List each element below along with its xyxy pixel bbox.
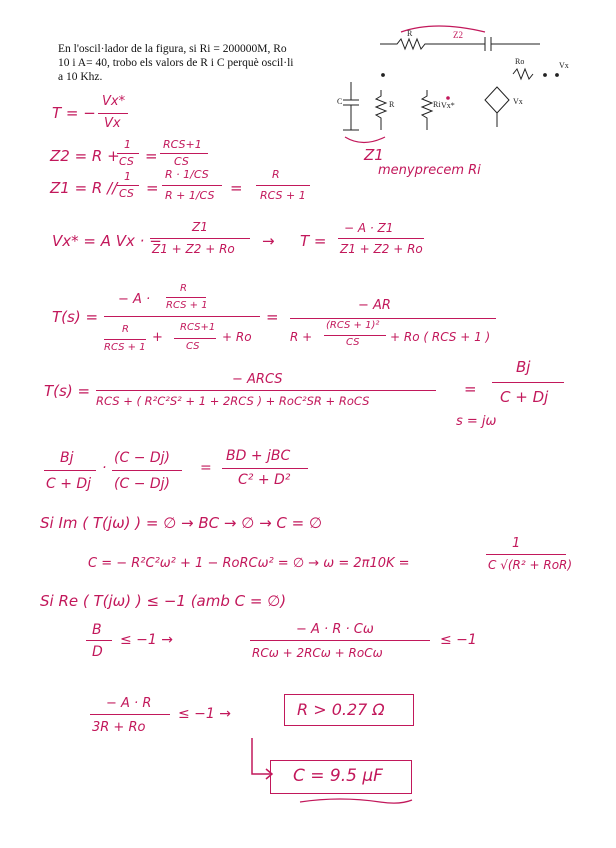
- im-line: Si Im ( T(jω) ) = ∅ → BC → ∅ → C = ∅: [40, 514, 323, 532]
- bd-le-num: B: [92, 622, 102, 638]
- label-c: C: [337, 97, 343, 106]
- re-line: Si Re ( T(jω) ) ≤ −1 (amb C = ∅): [40, 592, 287, 610]
- ts-num-b-num: R: [180, 283, 187, 294]
- c-line-num: 1: [512, 536, 521, 551]
- ts2-lhs: T(s) =: [44, 382, 91, 400]
- bj-dot: ·: [102, 460, 107, 476]
- problem-line-3: a 10 Khz.: [58, 71, 103, 83]
- ts-den-c: + Ro: [222, 330, 252, 344]
- vx-den: Z1 + Z2 + Ro: [152, 242, 235, 256]
- ts-den-b-den: CS: [186, 341, 200, 352]
- ts-den-a-den: RCS + 1: [104, 342, 146, 353]
- bj-den: C + Dj: [46, 476, 92, 492]
- t-def-lhs: T = −: [52, 104, 96, 122]
- cdj-den: (C − Dj): [114, 476, 170, 492]
- ts-lhs: T(s) =: [52, 308, 99, 326]
- label-ri: Ri: [433, 100, 441, 109]
- bd-le-den: D: [92, 644, 103, 660]
- label-z2: Z2: [453, 30, 463, 40]
- bj-num: Bj: [60, 450, 74, 466]
- ar-le: ≤ −1 →: [178, 706, 231, 722]
- ts-num-a: − A ·: [118, 292, 151, 307]
- z1-f1-den: CS: [119, 187, 134, 200]
- result-c-box: [270, 760, 412, 794]
- bd-num: BD + jBC: [226, 448, 291, 464]
- z2-lhs: Z2 = R +: [50, 147, 120, 165]
- z1-f2-den: R + 1/CS: [165, 189, 215, 202]
- arrow-1: →: [262, 232, 275, 250]
- z1-eq1: =: [146, 179, 159, 197]
- arc-num: − A · R · Cω: [296, 622, 374, 637]
- label-r2: R: [389, 100, 395, 109]
- ts2-num: − ARCS: [232, 372, 283, 387]
- bd-den: C² + D²: [238, 472, 291, 488]
- z1-f1-num: 1: [124, 170, 131, 183]
- z2-f2-num: RCS+1: [163, 138, 202, 151]
- t2-lhs: T =: [300, 232, 327, 250]
- result-c: C = 9.5 µF: [293, 766, 383, 786]
- arc-den: RCω + 2RCω + RoCω: [252, 646, 383, 660]
- t-def-den: Vx: [104, 116, 121, 131]
- label-z1: Z1: [364, 146, 384, 164]
- ts-r-den-b-num: (RCS + 1)²: [326, 320, 380, 331]
- z2-f1-den: CS: [119, 155, 134, 168]
- ts-r-den-a: R +: [290, 330, 313, 344]
- t-def-num: Vx*: [102, 94, 126, 109]
- ts-den-b-num: RCS+1: [180, 322, 216, 333]
- z2-eq: =: [145, 147, 158, 165]
- label-r: R: [407, 29, 413, 38]
- ts2-side-num: Bj: [516, 358, 531, 376]
- ts-r-den-b-den: CS: [346, 337, 360, 348]
- ts-den-a-num: R: [122, 324, 129, 335]
- ar-num: − A · R: [106, 696, 152, 711]
- result-r: R > 0.27 Ω: [297, 700, 385, 719]
- arc-le: ≤ −1: [440, 632, 477, 648]
- c-line: C = − R²C²ω² + 1 − RoRCω² = ∅ → ω = 2π10K =: [88, 556, 410, 571]
- z2-f2-den: CS: [174, 155, 189, 168]
- ts2-side-den: C + Dj: [500, 388, 549, 406]
- z2-f1-num: 1: [124, 138, 131, 151]
- z1-lhs: Z1 = R //: [50, 179, 118, 197]
- label-source: Vx: [513, 97, 523, 106]
- ts2-den: RCS + ( R²C²S² + 1 + 2RCS ) + RoC²SR + RoCS: [96, 394, 370, 408]
- ar-den: 3R + Ro: [92, 720, 146, 735]
- cdj-eq: =: [200, 460, 212, 476]
- ts-r-den-c: + Ro ( RCS + 1 ): [390, 330, 491, 344]
- problem-line-2: 10 i A= 40, trobo els valors de R i C perquè oscil·li: [58, 57, 294, 69]
- bd-le: ≤ −1 →: [120, 632, 173, 648]
- z1-f3-num: R: [272, 168, 280, 181]
- z1-f3-den: RCS + 1: [260, 189, 306, 202]
- c-line-den: C √(R² + RoR): [488, 558, 573, 572]
- ri-note: menyprecem Ri: [378, 163, 481, 178]
- label-vx: Vx: [559, 61, 569, 70]
- s-sub: s = jω: [456, 414, 497, 429]
- label-vx-star: Vx*: [441, 101, 455, 110]
- vx-num: Z1: [192, 220, 208, 234]
- cdj-num: (C − Dj): [114, 450, 170, 466]
- ts-r-num: − AR: [358, 298, 391, 313]
- ts2-eq: =: [464, 380, 477, 398]
- label-ro: Ro: [515, 57, 525, 66]
- z1-f2-num: R · 1/CS: [165, 168, 209, 181]
- ts-plus: +: [152, 330, 163, 345]
- vx-lhs: Vx* = A Vx · −: [52, 232, 162, 250]
- problem-line-1: En l'oscil·lador de la figura, si Ri = 200000M, Ro: [58, 43, 287, 55]
- z1-eq2: =: [230, 179, 243, 197]
- t2-num: − A · Z1: [344, 221, 394, 235]
- ts-num-b-den: RCS + 1: [166, 300, 208, 311]
- t2-den: Z1 + Z2 + Ro: [340, 242, 423, 256]
- ts-eq: =: [266, 308, 279, 326]
